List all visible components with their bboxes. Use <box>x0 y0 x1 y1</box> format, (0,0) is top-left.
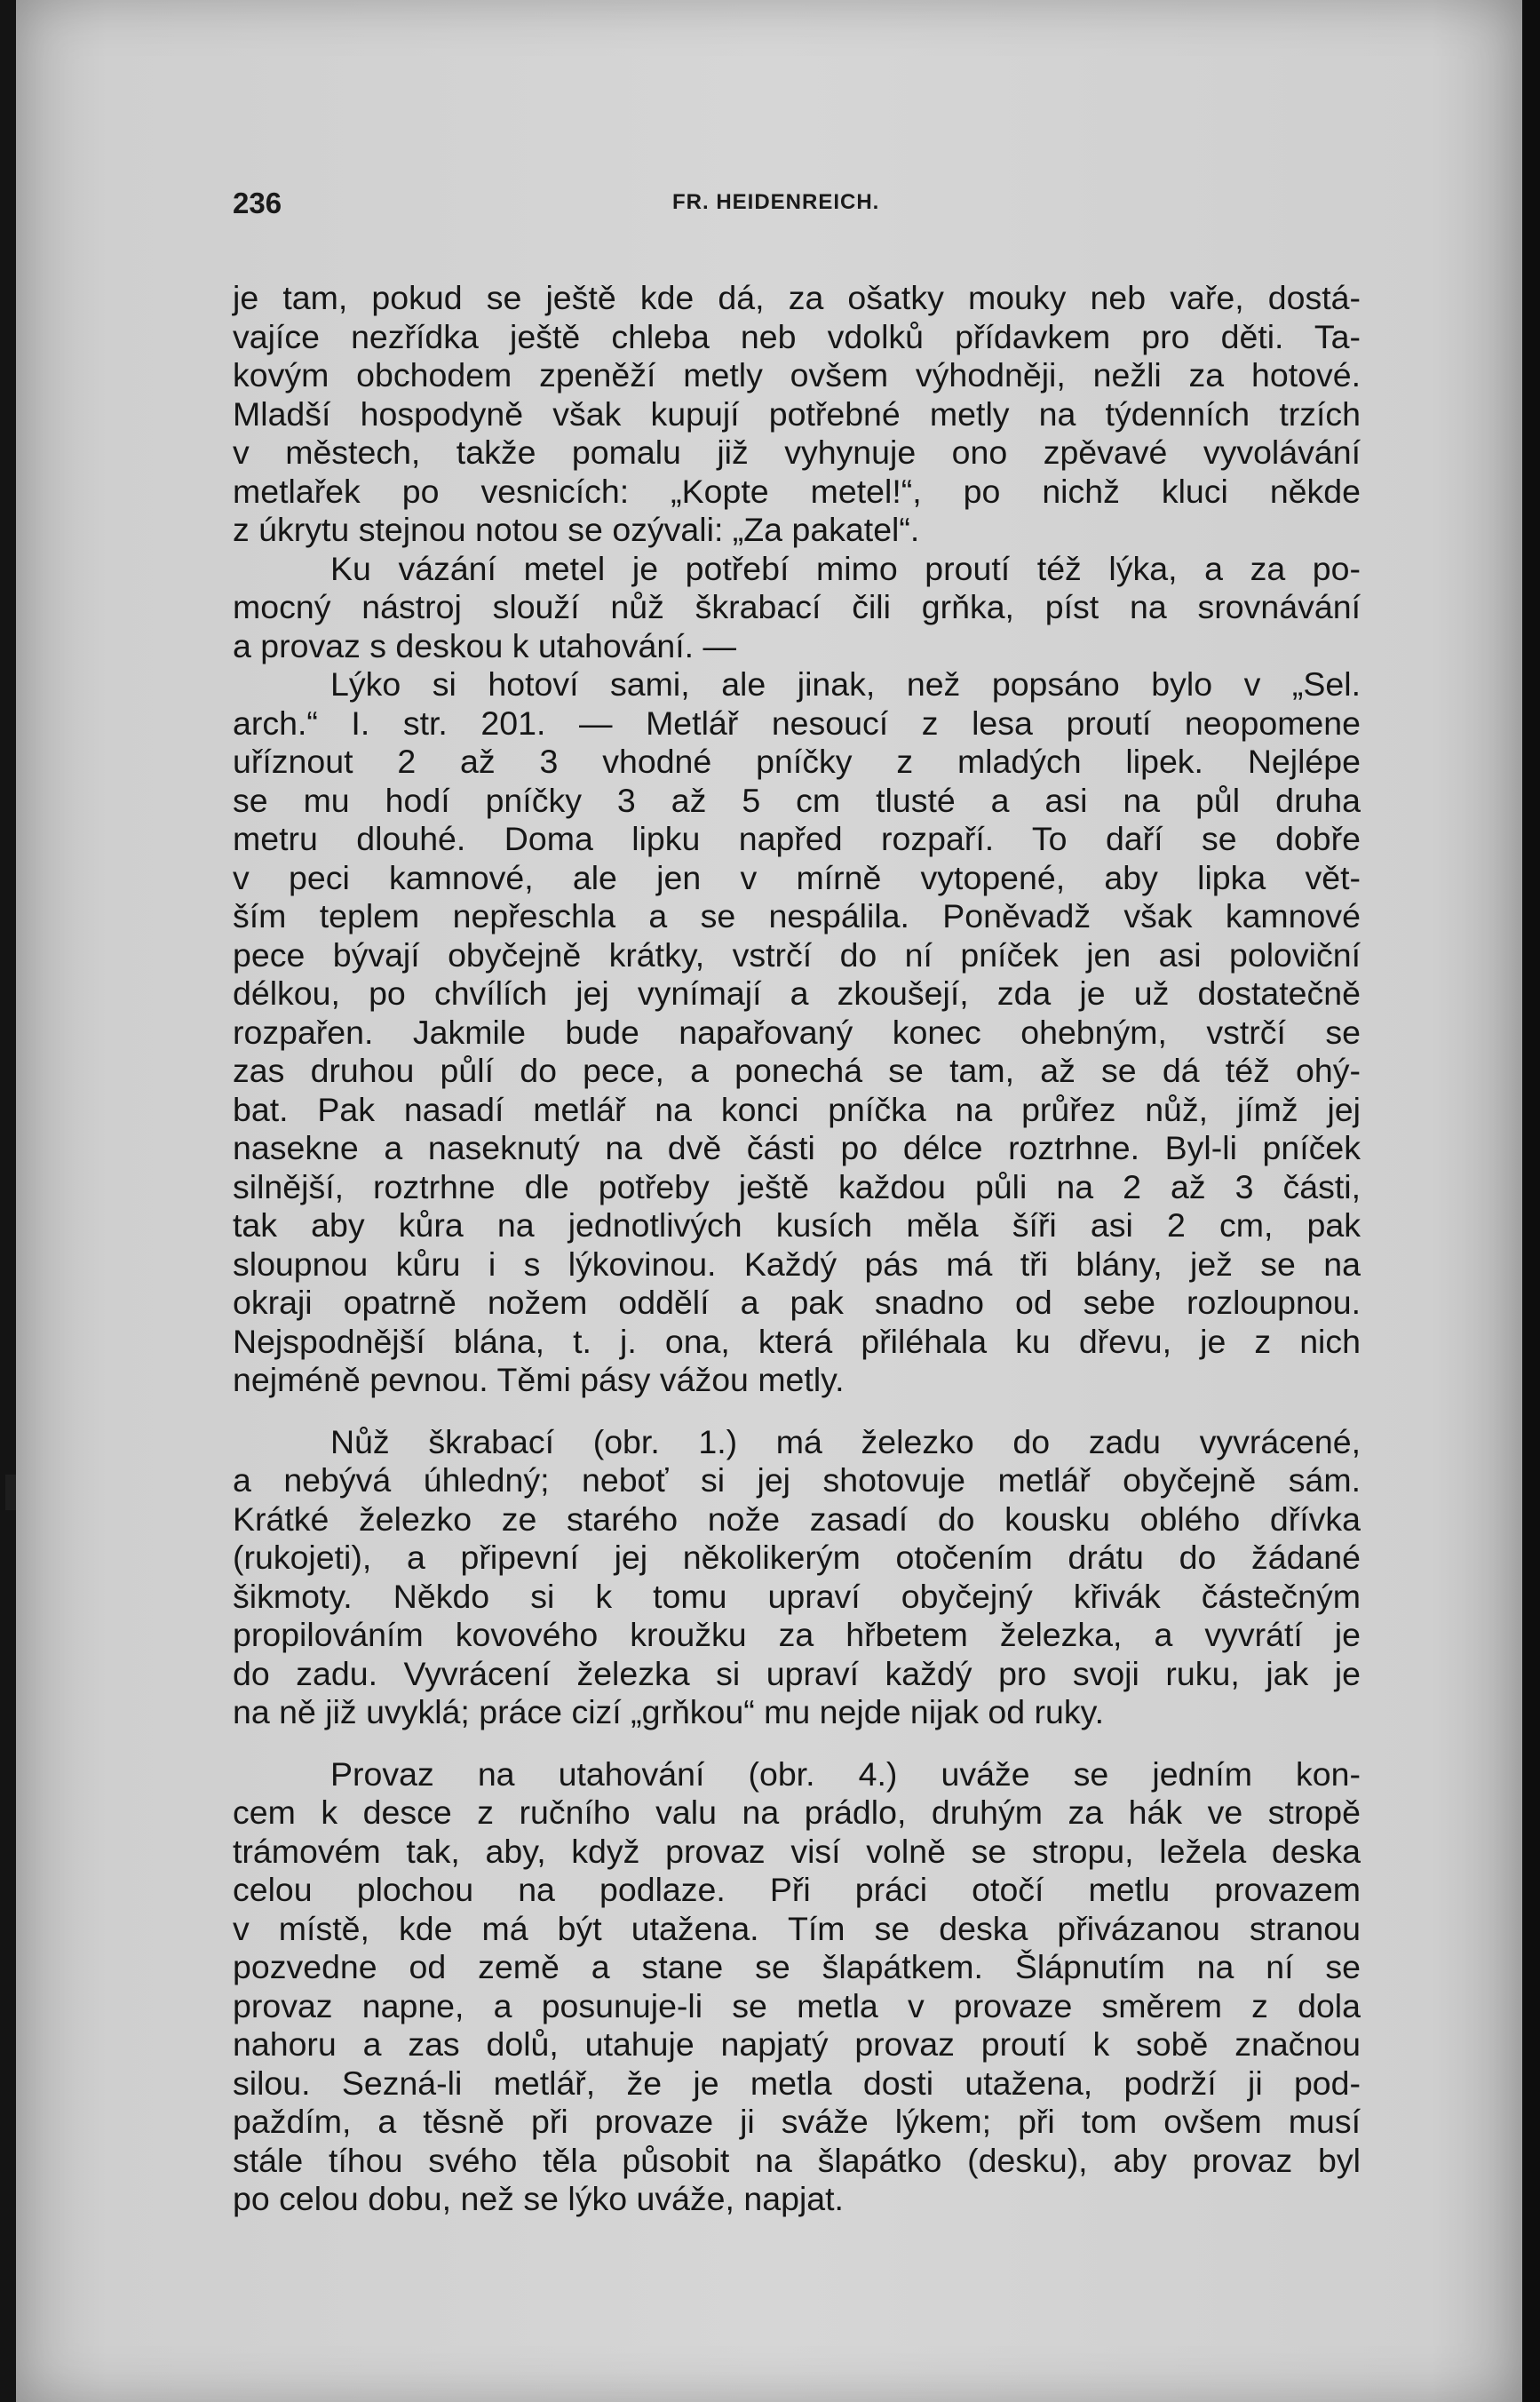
text-line: metlařek po vesnicích: „Kopte metel!“, po nichž kluci někde <box>233 472 1361 510</box>
text-line: celou plochou na podlaze. Při práci otočí metlu provazem <box>233 1871 1361 1908</box>
text-line: okraji opatrně nožem oddělí a pak snadno od sebe rozloupnou. <box>233 1284 1361 1321</box>
text-line: ším teplem nepřeschla a se nespálila. Poněvadž však kamnové <box>233 897 1361 935</box>
text-line: Provaz na utahování (obr. 4.) uváže se jedním kon- <box>330 1754 1361 1793</box>
text-line: propilováním kovového kroužku za hřbetem železka, a vyvrátí je <box>233 1616 1361 1653</box>
text-line: je tam, pokud se ještě kde dá, za ošatky mouky neb vaře, dostá- <box>233 279 1361 316</box>
text-line: arch.“ I. str. 201. — Metlář nesoucí z lesa proutí neopomene <box>233 704 1361 742</box>
page-number: 236 <box>233 187 282 219</box>
text-line: pece bývají obyčejně krátky, vstrčí do ní pníček jen asi poloviční <box>233 935 1361 974</box>
text-line: paždím, a těsně při provaze ji sváže lýkem; při tom ovšem musí <box>233 2103 1361 2140</box>
text-line: Lýko si hotoví sami, ale jinak, než popsáno bylo v „Sel. <box>330 665 1361 703</box>
author-header: FR. HEIDENREICH. <box>672 190 880 214</box>
text-line: v místě, kde má být utažena. Tím se deska přivázanou stranou <box>233 1909 1361 1947</box>
text-line: bat. Pak nasadí metlář na konci pníčka na průřez nůž, jímž jej <box>233 1090 1361 1128</box>
text-line: nahoru a zas dolů, utahuje napjatý provaz proutí k sobě značnou <box>233 2025 1361 2063</box>
text-line: silou. Sezná-li metlář, že je metla dosti utažena, podrží ji pod- <box>233 2064 1361 2102</box>
scan-left-edge <box>0 0 16 2402</box>
text-line: vajíce nezřídka ještě chleba neb vdolků přídavkem pro děti. Ta- <box>233 317 1361 355</box>
running-head <box>233 187 1361 222</box>
text-line: mocný nástroj slouží nůž škrabací čili grňka, píst na srovnávání <box>233 588 1361 625</box>
text-line: do zadu. Vyvrácení železka si upraví každý pro svoji ruku, jak je <box>233 1654 1361 1692</box>
text-line: a nebývá úhledný; neboť si jej shotovuje metlář obyčejně sám. <box>233 1461 1361 1499</box>
text-line: Nůž škrabací (obr. 1.) má železko do zadu vyvrácené, <box>330 1422 1361 1460</box>
text-line: z úkrytu stejnou notou se ozývali: „Za pakatel“. <box>233 511 920 548</box>
text-line: pozvedne od země a stane se šlapátkem. Šlápnutím na ní se <box>233 1948 1361 1985</box>
text-line: v peci kamnové, ale jen v mírně vytopené, aby lipka vět- <box>233 858 1361 896</box>
text-line: nejméně pevnou. Těmi pásy vážou metly. <box>233 1361 845 1398</box>
text-line: na ně již uvyklá; práce cizí „grňkou“ mu nejde nijak od ruky. <box>233 1693 1105 1730</box>
edge-mark <box>5 1475 16 1510</box>
text-line: silnější, roztrhne dle potřeby ještě každou půli na 2 až 3 části, <box>233 1167 1361 1205</box>
text-line: Mladší hospodyně však kupují potřebné metly na týdenních trzích <box>233 394 1361 433</box>
text-line: stále tíhou svého těla působit na šlapátko (desku), aby provaz byl <box>233 2141 1361 2179</box>
text-line: Nejspodnější blána, t. j. ona, která přiléhala ku dřevu, je z nich <box>233 1322 1361 1360</box>
text-line: tak aby kůra na jednotlivých kusích měla šíři asi 2 cm, pak <box>233 1206 1361 1244</box>
text-line: cem k desce z ručního valu na prádlo, druhým za hák ve stropě <box>233 1794 1361 1831</box>
text-line: metru dlouhé. Doma lipku napřed rozpaří. To daří se dobře <box>233 820 1361 857</box>
text-line: trámovém tak, aby, když provaz visí volně se stropu, ležela deska <box>233 1832 1361 1870</box>
text-line: se mu hodí pníčky 3 až 5 cm tlusté a asi na půl druha <box>233 781 1361 819</box>
text-line: (rukojeti), a připevní jej několikerým otočením drátu do žádané <box>233 1539 1361 1576</box>
text-line: v městech, takže pomalu již vyhynuje ono zpěvavé vyvolávání <box>233 433 1361 471</box>
text-line: uříznout 2 až 3 vhodné pníčky z mladých lipek. Nejlépe <box>233 743 1361 780</box>
text-line: délkou, po chvílích jej vynímají a zkoušejí, zda je už dostatečně <box>233 974 1361 1012</box>
text-line: rozpařen. Jakmile bude napařovaný konec ohebným, vstrčí se <box>233 1013 1361 1051</box>
body-text <box>233 279 1361 2219</box>
text-line: kovým obchodem zpeněží metly ovšem výhodněji, nežli za hotové. <box>233 356 1361 394</box>
text-line: a provaz s deskou k utahování. — <box>233 626 736 664</box>
text-line: sloupnou kůru i s lýkovinou. Každý pás má tři blány, jež se na <box>233 1245 1361 1283</box>
text-line: nasekne a naseknutý na dvě části po délce roztrhne. Byl-li pníček <box>233 1129 1361 1166</box>
text-line: provaz napne, a posunuje-li se metla v provaze směrem z dola <box>233 1986 1361 2024</box>
text-line: zas druhou půlí do pece, a ponechá se tam, až se dá též ohý- <box>233 1052 1361 1089</box>
text-line: po celou dobu, než se lýko uváže, napjat. <box>233 2180 844 2217</box>
text-line: Ku vázání metel je potřebí mimo proutí též lýka, a za po- <box>330 549 1361 587</box>
text-line: šikmoty. Někdo si k tomu upraví obyčejný křivák částečným <box>233 1577 1361 1615</box>
text-line: Krátké železko ze starého nože zasadí do kousku oblého dřívka <box>233 1499 1361 1538</box>
